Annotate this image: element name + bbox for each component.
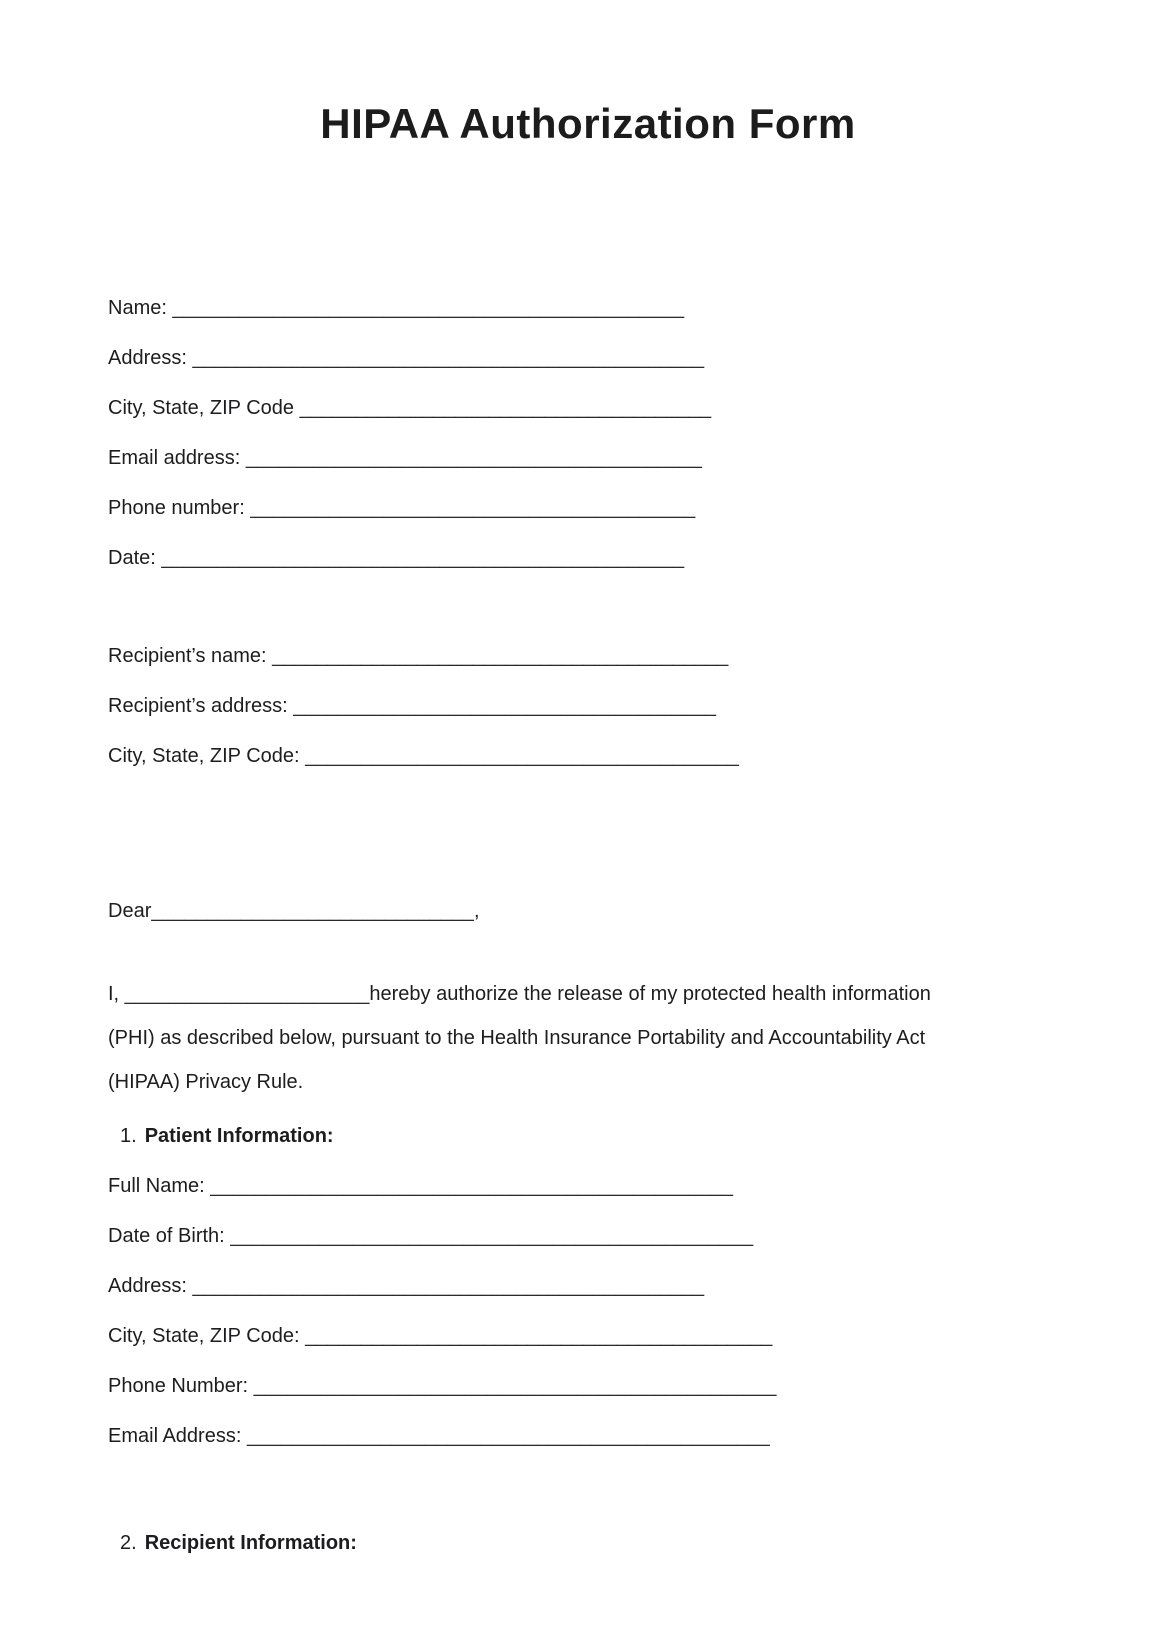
recipient-fields-block	[108, 631, 1118, 781]
field-row-name	[108, 283, 1118, 333]
patient-address-blank-line[interactable]: ______________________________________________	[192, 1275, 705, 1297]
patient-city-state-zip-label: City, State, ZIP Code:	[108, 1325, 306, 1347]
recipient-city-state-zip-label: City, State, ZIP Code:	[108, 745, 306, 767]
field-row-patient-phone	[108, 1361, 1118, 1411]
section-heading-recipient-information	[108, 1518, 1118, 1568]
date-of-birth-blank-line[interactable]: _______________________________________________	[230, 1225, 754, 1247]
patient-address-label: Address:	[108, 1275, 193, 1297]
field-row-recipient-city-state-zip	[108, 731, 1118, 781]
patient-phone-blank-line[interactable]: _______________________________________________	[253, 1375, 777, 1397]
date-blank-line[interactable]: _______________________________________________	[161, 547, 685, 569]
date-of-birth-label: Date of Birth:	[108, 1225, 231, 1247]
address-label: Address:	[108, 347, 193, 369]
field-row-city-state-zip	[108, 383, 1118, 433]
recipient-name-blank-line[interactable]: _________________________________________	[272, 645, 729, 667]
patient-phone-label: Phone Number:	[108, 1375, 254, 1397]
city-state-zip-label: City, State, ZIP Code	[108, 397, 300, 419]
address-blank-line[interactable]: ______________________________________________	[192, 347, 705, 369]
section-title-recipient-information: Recipient Information:	[144, 1532, 357, 1554]
field-row-phone	[108, 483, 1118, 533]
section-number-1: 1.	[120, 1125, 137, 1147]
salutation-prefix: Dear	[108, 900, 152, 922]
section-title-patient-information: Patient Information:	[144, 1125, 334, 1147]
document-content	[0, 283, 1176, 1568]
recipient-address-label: Recipient’s address:	[108, 695, 294, 717]
salutation-blank-line[interactable]: _____________________________	[151, 900, 474, 922]
full-name-label: Full Name:	[108, 1175, 211, 1197]
field-row-full-name	[108, 1161, 1118, 1211]
field-row-email	[108, 433, 1118, 483]
section-number-2: 2.	[120, 1532, 137, 1554]
authorization-lead: I,	[108, 983, 125, 1005]
field-row-date	[108, 533, 1118, 583]
authorization-blank-line[interactable]: ______________________	[124, 983, 370, 1005]
section-heading-patient-information	[108, 1111, 1118, 1161]
name-label: Name:	[108, 297, 173, 319]
recipient-address-blank-line[interactable]: ______________________________________	[293, 695, 716, 717]
email-label: Email address:	[108, 447, 246, 469]
phone-label: Phone number:	[108, 497, 251, 519]
patient-email-blank-line[interactable]: _______________________________________________	[246, 1425, 770, 1447]
field-row-address	[108, 333, 1118, 383]
field-row-patient-address	[108, 1261, 1118, 1311]
authorization-body-text: hereby authorize the release of my protected health information (PHI) as described below, pursuant to the Health Insurance Portability and Accountability Act (HIPAA) Privacy Rule.	[108, 983, 931, 1093]
salutation-comma: ,	[473, 900, 480, 922]
page-title: HIPAA Authorization Form	[320, 100, 856, 147]
patient-email-label: Email Address:	[108, 1425, 247, 1447]
full-name-blank-line[interactable]: _______________________________________________	[210, 1175, 734, 1197]
patient-fields-block	[108, 1161, 1118, 1461]
email-blank-line[interactable]: _________________________________________	[245, 447, 702, 469]
field-row-patient-city-state-zip	[108, 1311, 1118, 1361]
phone-blank-line[interactable]: ________________________________________	[250, 497, 696, 519]
recipient-city-state-zip-blank-line[interactable]: _______________________________________	[305, 745, 739, 767]
field-row-patient-email	[108, 1411, 1118, 1461]
field-row-date-of-birth	[108, 1211, 1118, 1261]
field-row-recipient-address	[108, 681, 1118, 731]
name-blank-line[interactable]: ______________________________________________	[172, 297, 685, 319]
field-row-recipient-name	[108, 631, 1118, 681]
contact-fields-block	[108, 283, 1118, 583]
date-label: Date:	[108, 547, 162, 569]
recipient-name-label: Recipient’s name:	[108, 645, 273, 667]
salutation-line	[108, 886, 1118, 936]
patient-city-state-zip-blank-line[interactable]: __________________________________________	[305, 1325, 773, 1347]
authorization-paragraph	[108, 972, 958, 1104]
city-state-zip-blank-line[interactable]: _____________________________________	[299, 397, 712, 419]
